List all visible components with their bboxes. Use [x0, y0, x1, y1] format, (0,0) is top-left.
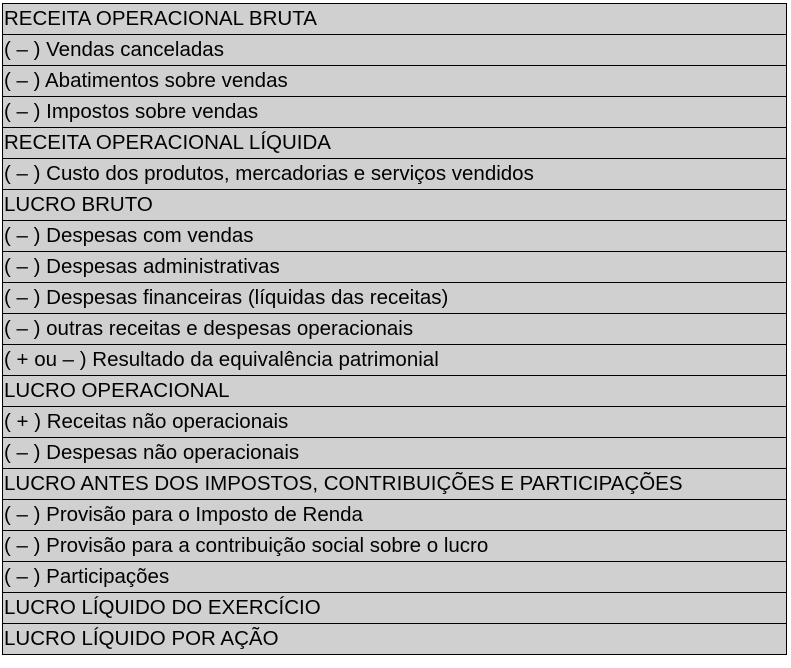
table-row: [3, 283, 787, 314]
statement-line: ( – ) Vendas canceladas: [3, 35, 787, 66]
table-row: [3, 314, 787, 345]
table-row: [3, 252, 787, 283]
table-row: [3, 159, 787, 190]
table-row: [3, 407, 787, 438]
statement-line: ( – ) Custo dos produtos, mercadorias e serviços vendidos: [3, 159, 787, 190]
statement-line: LUCRO ANTES DOS IMPOSTOS, CONTRIBUIÇÕES E PARTICIPAÇÕES: [3, 469, 787, 500]
table-row: [3, 221, 787, 252]
table-row: [3, 562, 787, 593]
statement-line: ( – ) Despesas não operacionais: [3, 438, 787, 469]
statement-line: LUCRO LÍQUIDO POR AÇÃO: [3, 624, 787, 655]
statement-line: ( – ) outras receitas e despesas operacionais: [3, 314, 787, 345]
table-row: [3, 66, 787, 97]
table-row: [3, 128, 787, 159]
statement-line: ( – ) Provisão para a contribuição social sobre o lucro: [3, 531, 787, 562]
statement-line: RECEITA OPERACIONAL BRUTA: [3, 4, 787, 35]
income-statement-body: [3, 4, 787, 655]
table-row: [3, 624, 787, 655]
statement-line: ( + ) Receitas não operacionais: [3, 407, 787, 438]
statement-line: ( – ) Despesas administrativas: [3, 252, 787, 283]
table-row: [3, 593, 787, 624]
statement-line: ( – ) Impostos sobre vendas: [3, 97, 787, 128]
statement-line: ( + ou – ) Resultado da equivalência patrimonial: [3, 345, 787, 376]
table-row: [3, 35, 787, 66]
table-row: [3, 500, 787, 531]
statement-line: ( – ) Provisão para o Imposto de Renda: [3, 500, 787, 531]
statement-line: ( – ) Abatimentos sobre vendas: [3, 66, 787, 97]
table-row: [3, 97, 787, 128]
table-row: [3, 4, 787, 35]
statement-line: ( – ) Despesas financeiras (líquidas das receitas): [3, 283, 787, 314]
statement-line: LUCRO BRUTO: [3, 190, 787, 221]
table-row: [3, 438, 787, 469]
table-row: [3, 531, 787, 562]
statement-line: LUCRO OPERACIONAL: [3, 376, 787, 407]
table-row: [3, 376, 787, 407]
table-row: [3, 190, 787, 221]
statement-line: RECEITA OPERACIONAL LÍQUIDA: [3, 128, 787, 159]
statement-line: LUCRO LÍQUIDO DO EXERCÍCIO: [3, 593, 787, 624]
income-statement-table: [2, 3, 787, 655]
table-row: [3, 469, 787, 500]
statement-line: ( – ) Participações: [3, 562, 787, 593]
statement-line: ( – ) Despesas com vendas: [3, 221, 787, 252]
table-row: [3, 345, 787, 376]
